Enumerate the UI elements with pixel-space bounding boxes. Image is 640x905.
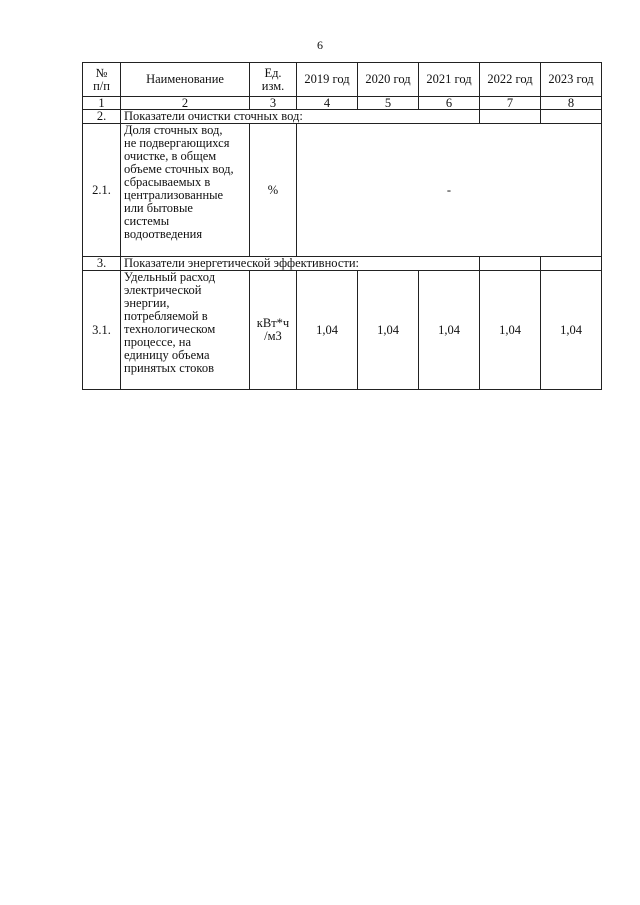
row-unit: % <box>250 124 297 257</box>
column-number-cell: 4 <box>297 97 358 110</box>
section-title: Показатели очистки сточных вод: <box>121 110 480 124</box>
page-number: 6 <box>317 38 323 52</box>
row-number: 2.1. <box>83 124 121 257</box>
section-row-2 <box>83 110 602 124</box>
table-header-row <box>83 63 602 97</box>
empty-cell <box>541 110 602 124</box>
column-number-cell: 7 <box>480 97 541 110</box>
header-cell-2020: 2020 год <box>358 63 419 97</box>
row-name: Удельный расход электрической энергии, потребляемой в технологическом процессе, на единицу объема принятых стоков <box>121 271 250 390</box>
column-number-row <box>83 97 602 110</box>
header-cell-2023: 2023 год <box>541 63 602 97</box>
row-value-2022: 1,04 <box>480 271 541 390</box>
header-cell-name: Наименование <box>121 63 250 97</box>
column-number-cell: 5 <box>358 97 419 110</box>
header-cell-unit: Ед. изм. <box>250 63 297 97</box>
table-row-2-1 <box>83 124 602 257</box>
row-value-2023: 1,04 <box>541 271 602 390</box>
row-name: Доля сточных вод, не подвергающихся очистке, в общем объеме сточных вод, сбрасываемых в централизованные или бытовые системы водоотведения <box>121 124 250 257</box>
section-number: 2. <box>83 110 121 124</box>
column-number-cell: 2 <box>121 97 250 110</box>
indicators-table <box>82 62 602 390</box>
column-number-cell: 8 <box>541 97 602 110</box>
header-cell-2021: 2021 год <box>419 63 480 97</box>
row-value-2021: 1,04 <box>419 271 480 390</box>
empty-cell <box>480 257 541 271</box>
header-cell-2022: 2022 год <box>480 63 541 97</box>
row-unit: кВт*ч /м3 <box>250 271 297 390</box>
header-cell-2019: 2019 год <box>297 63 358 97</box>
column-number-cell: 1 <box>83 97 121 110</box>
row-value-2019: 1,04 <box>297 271 358 390</box>
row-value-merged: - <box>297 124 602 257</box>
row-number: 3.1. <box>83 271 121 390</box>
table-row-3-1 <box>83 271 602 390</box>
empty-cell <box>541 257 602 271</box>
section-row-3 <box>83 257 602 271</box>
row-value-2020: 1,04 <box>358 271 419 390</box>
column-number-cell: 6 <box>419 97 480 110</box>
section-number: 3. <box>83 257 121 271</box>
empty-cell <box>480 110 541 124</box>
section-title: Показатели энергетической эффективности: <box>121 257 480 271</box>
header-cell-num: № п/п <box>83 63 121 97</box>
column-number-cell: 3 <box>250 97 297 110</box>
